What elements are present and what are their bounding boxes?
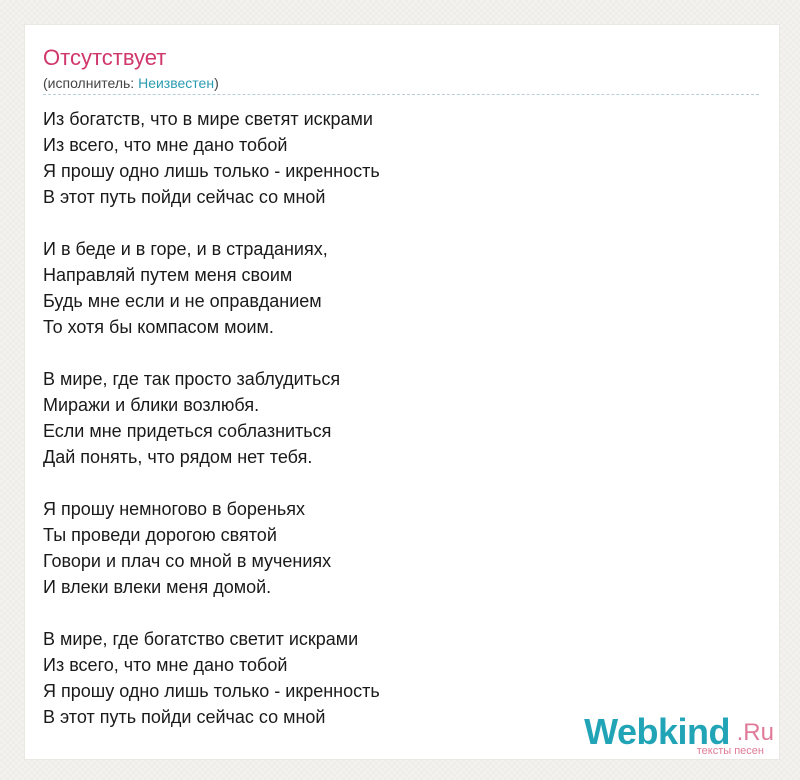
lyric-line: Говори и плач со мной в мучениях (43, 551, 332, 571)
lyric-line: Из всего, что мне дано тобой (43, 135, 288, 155)
verse (43, 496, 380, 600)
lyric-line: В мире, где так просто заблудиться (43, 369, 341, 389)
verse-gap (43, 470, 380, 496)
lyric-line: В этот путь пойди сейчас со мной (43, 707, 326, 727)
lyric-line: Я прошу немногово в бореньях (43, 499, 306, 519)
logo-wordmark: Webkind (584, 711, 730, 752)
verse-gap (43, 340, 380, 366)
lyric-line: Ты проведи дорогою святой (43, 525, 277, 545)
lyric-line: То хотя бы компасом моим. (43, 317, 274, 337)
lyric-line: В мире, где богатство светит искрами (43, 629, 359, 649)
lyric-line: Миражи и блики возлюбя. (43, 395, 260, 415)
artist-suffix: ) (214, 75, 219, 91)
artist-line (43, 75, 219, 92)
lyric-line: Я прошу одно лишь только - икренность (43, 161, 380, 181)
lyric-line: Направляй путем меня своим (43, 265, 293, 285)
artist-link[interactable]: Неизвестен (138, 75, 215, 91)
lyrics-text (43, 106, 380, 730)
lyric-line: Из богатств, что в мире светят искрами (43, 109, 373, 129)
verse-gap (43, 600, 380, 626)
lyric-line: Дай понять, что рядом нет тебя. (43, 447, 313, 467)
lyric-line: И влеки влеки меня домой. (43, 577, 272, 597)
verse-gap (43, 210, 380, 236)
lyric-line: Я прошу одно лишь только - икренность (43, 681, 380, 701)
verse (43, 106, 380, 210)
logo-tagline: тексты песен (696, 745, 764, 757)
title-divider (43, 94, 759, 95)
lyric-line: В этот путь пойди сейчас со мной (43, 187, 326, 207)
lyric-line: Будь мне если и не оправданием (43, 291, 322, 311)
lyric-line: Из всего, что мне дано тобой (43, 655, 288, 675)
lyric-line: Если мне придеться соблазниться (43, 421, 332, 441)
song-title: Отсутствует (43, 45, 167, 70)
artist-prefix: (исполнитель: (43, 75, 139, 91)
lyric-line: И в беде и в горе, и в страданиях, (43, 239, 328, 259)
verse (43, 626, 380, 730)
site-logo[interactable] (584, 712, 774, 758)
verse (43, 236, 380, 340)
logo-domain: .Ru (736, 719, 774, 746)
verse (43, 366, 380, 470)
lyrics-card (24, 24, 780, 760)
